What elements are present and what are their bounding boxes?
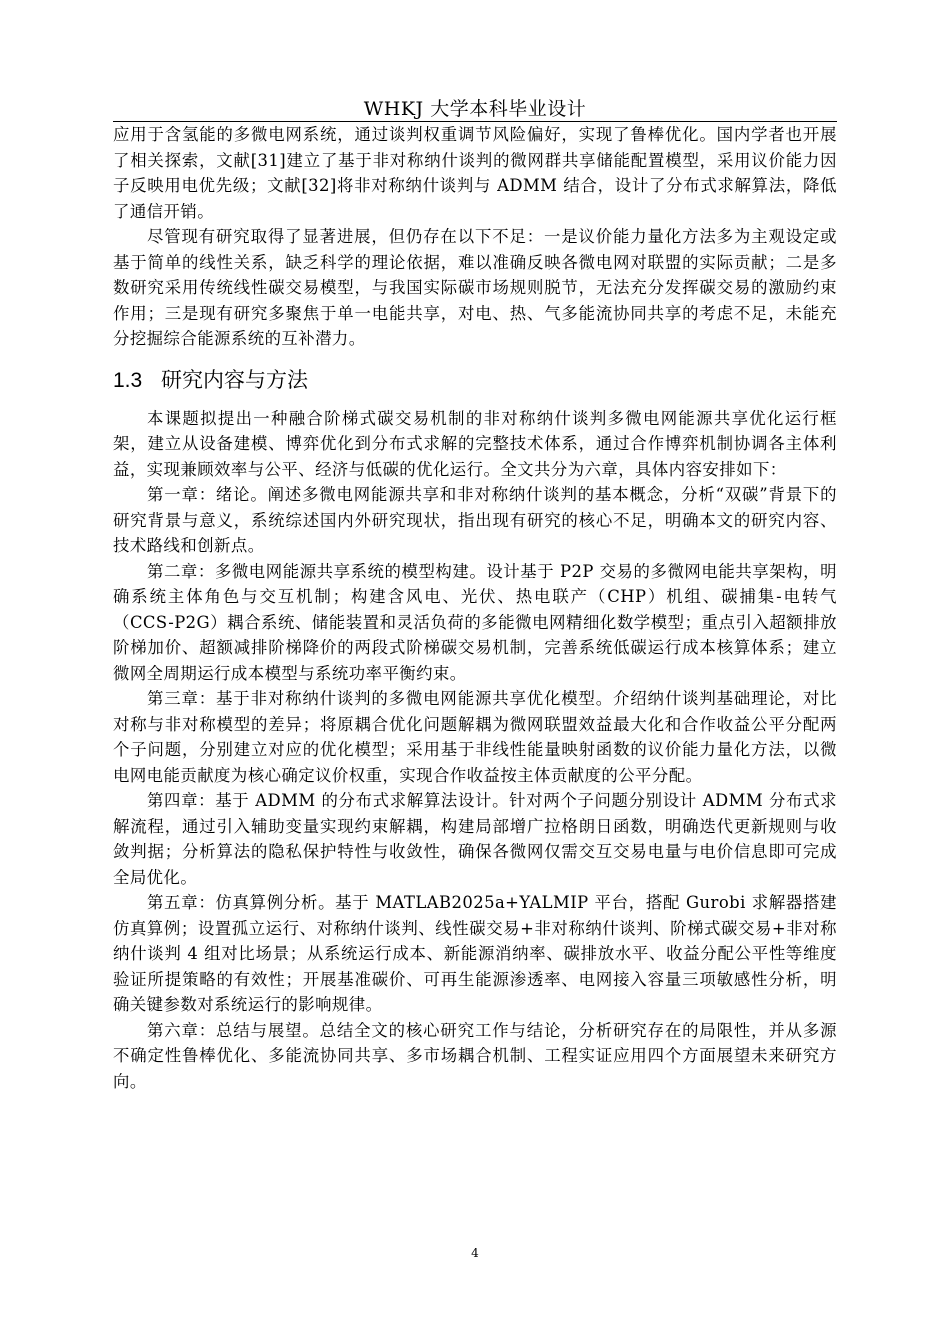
paragraph-chapter-6: 第六章：总结与展望。总结全文的核心研究工作与结论，分析研究存在的局限性，并从多源不确定性鲁棒优化、多能流协同共享、多市场耦合机制、工程实证应用四个方面展望未来研究方向。 bbox=[113, 1020, 837, 1091]
paragraph-continued: 应用于含氢能的多微电网系统，通过谈判权重调节风险偏好，实现了鲁棒优化。国内学者也开展了相关探索，文献[31]建立了基于非对称纳什谈判的微网群共享储能配置模型，采用议价能力因子反映用电优先级；文献[32]将非对称纳什谈判与 ADMM 结合，设计了分布式求解算法，降低了通信开销。 bbox=[113, 125, 837, 221]
paragraph-overview: 本课题拟提出一种融合阶梯式碳交易机制的非对称纳什谈判多微电网能源共享优化运行框架，建立从设备建模、博弈优化到分布式求解的完整技术体系，通过合作博弈机制协调各主体利益，实现兼顾效率与公平、经济与低碳的优化运行。全文共分为六章，具体内容安排如下： bbox=[113, 408, 837, 479]
paragraph-chapter-2: 第二章：多微电网能源共享系统的模型构建。设计基于 P2P 交易的多微网电能共享架构，明确系统主体角色与交互机制；构建含风电、光伏、热电联产（CHP）机组、碳捕集-电转气（CCS-P2G）耦合系统、储能装置和灵活负荷的多能微电网精细化数学模型；重点引入超额排放阶梯加价、超额减排阶梯降价的两段式阶梯碳交易机制，完善系统低碳运行成本核算体系；建立微网全周期运行成本模型与系统功率平衡约束。 bbox=[113, 561, 837, 683]
paragraph-shortcomings: 尽管现有研究取得了显著进展，但仍存在以下不足：一是议价能力量化方法多为主观设定或基于简单的线性关系，缺乏科学的理论依据，难以准确反映各微电网对联盟的实际贡献；二是多数研究采用传统线性碳交易模型，与我国实际碳市场规则脱节，无法充分发挥碳交易的激励约束作用；三是现有研究多聚焦于单一电能共享，对电、热、气多能流协同共享的考虑不足，未能充分挖掘综合能源系统的互补潜力。 bbox=[113, 227, 837, 348]
paragraph-chapter-1: 第一章：绪论。阐述多微电网能源共享和非对称纳什谈判的基本概念，分析“双碳”背景下的研究背景与意义，系统综述国内外研究现状，指出现有研究的核心不足，明确本文的研究内容、技术路线和创新点。 bbox=[113, 485, 837, 555]
section-heading bbox=[113, 366, 837, 396]
body-text bbox=[113, 122, 837, 1094]
section-title: 研究内容与方法 bbox=[161, 368, 308, 392]
page-header-title: WHKJ 大学本科毕业设计 bbox=[363, 98, 587, 120]
page-number: 4 bbox=[471, 1246, 479, 1260]
paragraph-chapter-3: 第三章：基于非对称纳什谈判的多微电网能源共享优化模型。介绍纳什谈判基础理论，对比对称与非对称模型的差异；将原耦合优化问题解耦为微网联盟效益最大化和合作收益公平分配两个子问题，分别建立对应的优化模型；采用基于非线性能量映射函数的议价能力量化方法，以微电网电能贡献度为核心确定议价权重，实现合作收益按主体贡献度的公平分配。 bbox=[113, 689, 837, 785]
paragraph-chapter-5: 第五章：仿真算例分析。基于 MATLAB2025a+YALMIP 平台，搭配 Gurobi 求解器搭建仿真算例；设置孤立运行、对称纳什谈判、线性碳交易+非对称纳什谈判、阶梯式碳交易+非对称纳什谈判 4 组对比场景；从系统运行成本、新能源消纳率、碳排放水平、收益分配公平性等维度验证所提策略的有效性；开展基准碳价、可再生能源渗透率、电网接入容量三项敏感性分析，明确关键参数对系统运行的影响规律。 bbox=[113, 893, 837, 1014]
section-number: 1.3 bbox=[113, 368, 143, 392]
paragraph-chapter-4: 第四章：基于 ADMM 的分布式求解算法设计。针对两个子问题分别设计 ADMM 分布式求解流程，通过引入辅助变量实现约束解耦，构建局部增广拉格朗日函数，明确迭代更新规则与收敛判据；分析算法的隐私保护特性与收敛性，确保各微网仅需交互交易电量与电价信息即可完成全局优化。 bbox=[113, 791, 837, 887]
